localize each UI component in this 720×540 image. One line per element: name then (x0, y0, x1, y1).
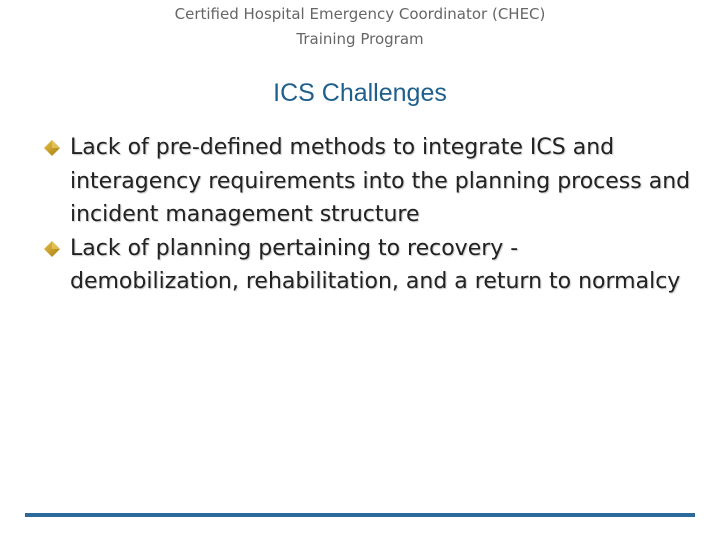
slide-title: ICS Challenges (273, 79, 447, 107)
header-line-2: Training Program (296, 30, 424, 48)
bottom-divider (25, 513, 695, 517)
bullet-text: Lack of planning pertaining to recovery - demobilization, rehabilitation, and a return to normalcy (70, 235, 681, 294)
diamond-icon (44, 140, 60, 156)
diamond-icon (44, 241, 60, 257)
header-line-1: Certified Hospital Emergency Coordinator (CHEC) (174, 5, 546, 23)
bullet-list (44, 131, 694, 299)
bullet-item (44, 131, 694, 232)
bullet-item (44, 232, 694, 299)
header (0, 2, 720, 52)
bullet-text: Lack of pre-defined methods to integrate ICS and interagency requirements into the planning process and incident management structure (70, 135, 691, 227)
